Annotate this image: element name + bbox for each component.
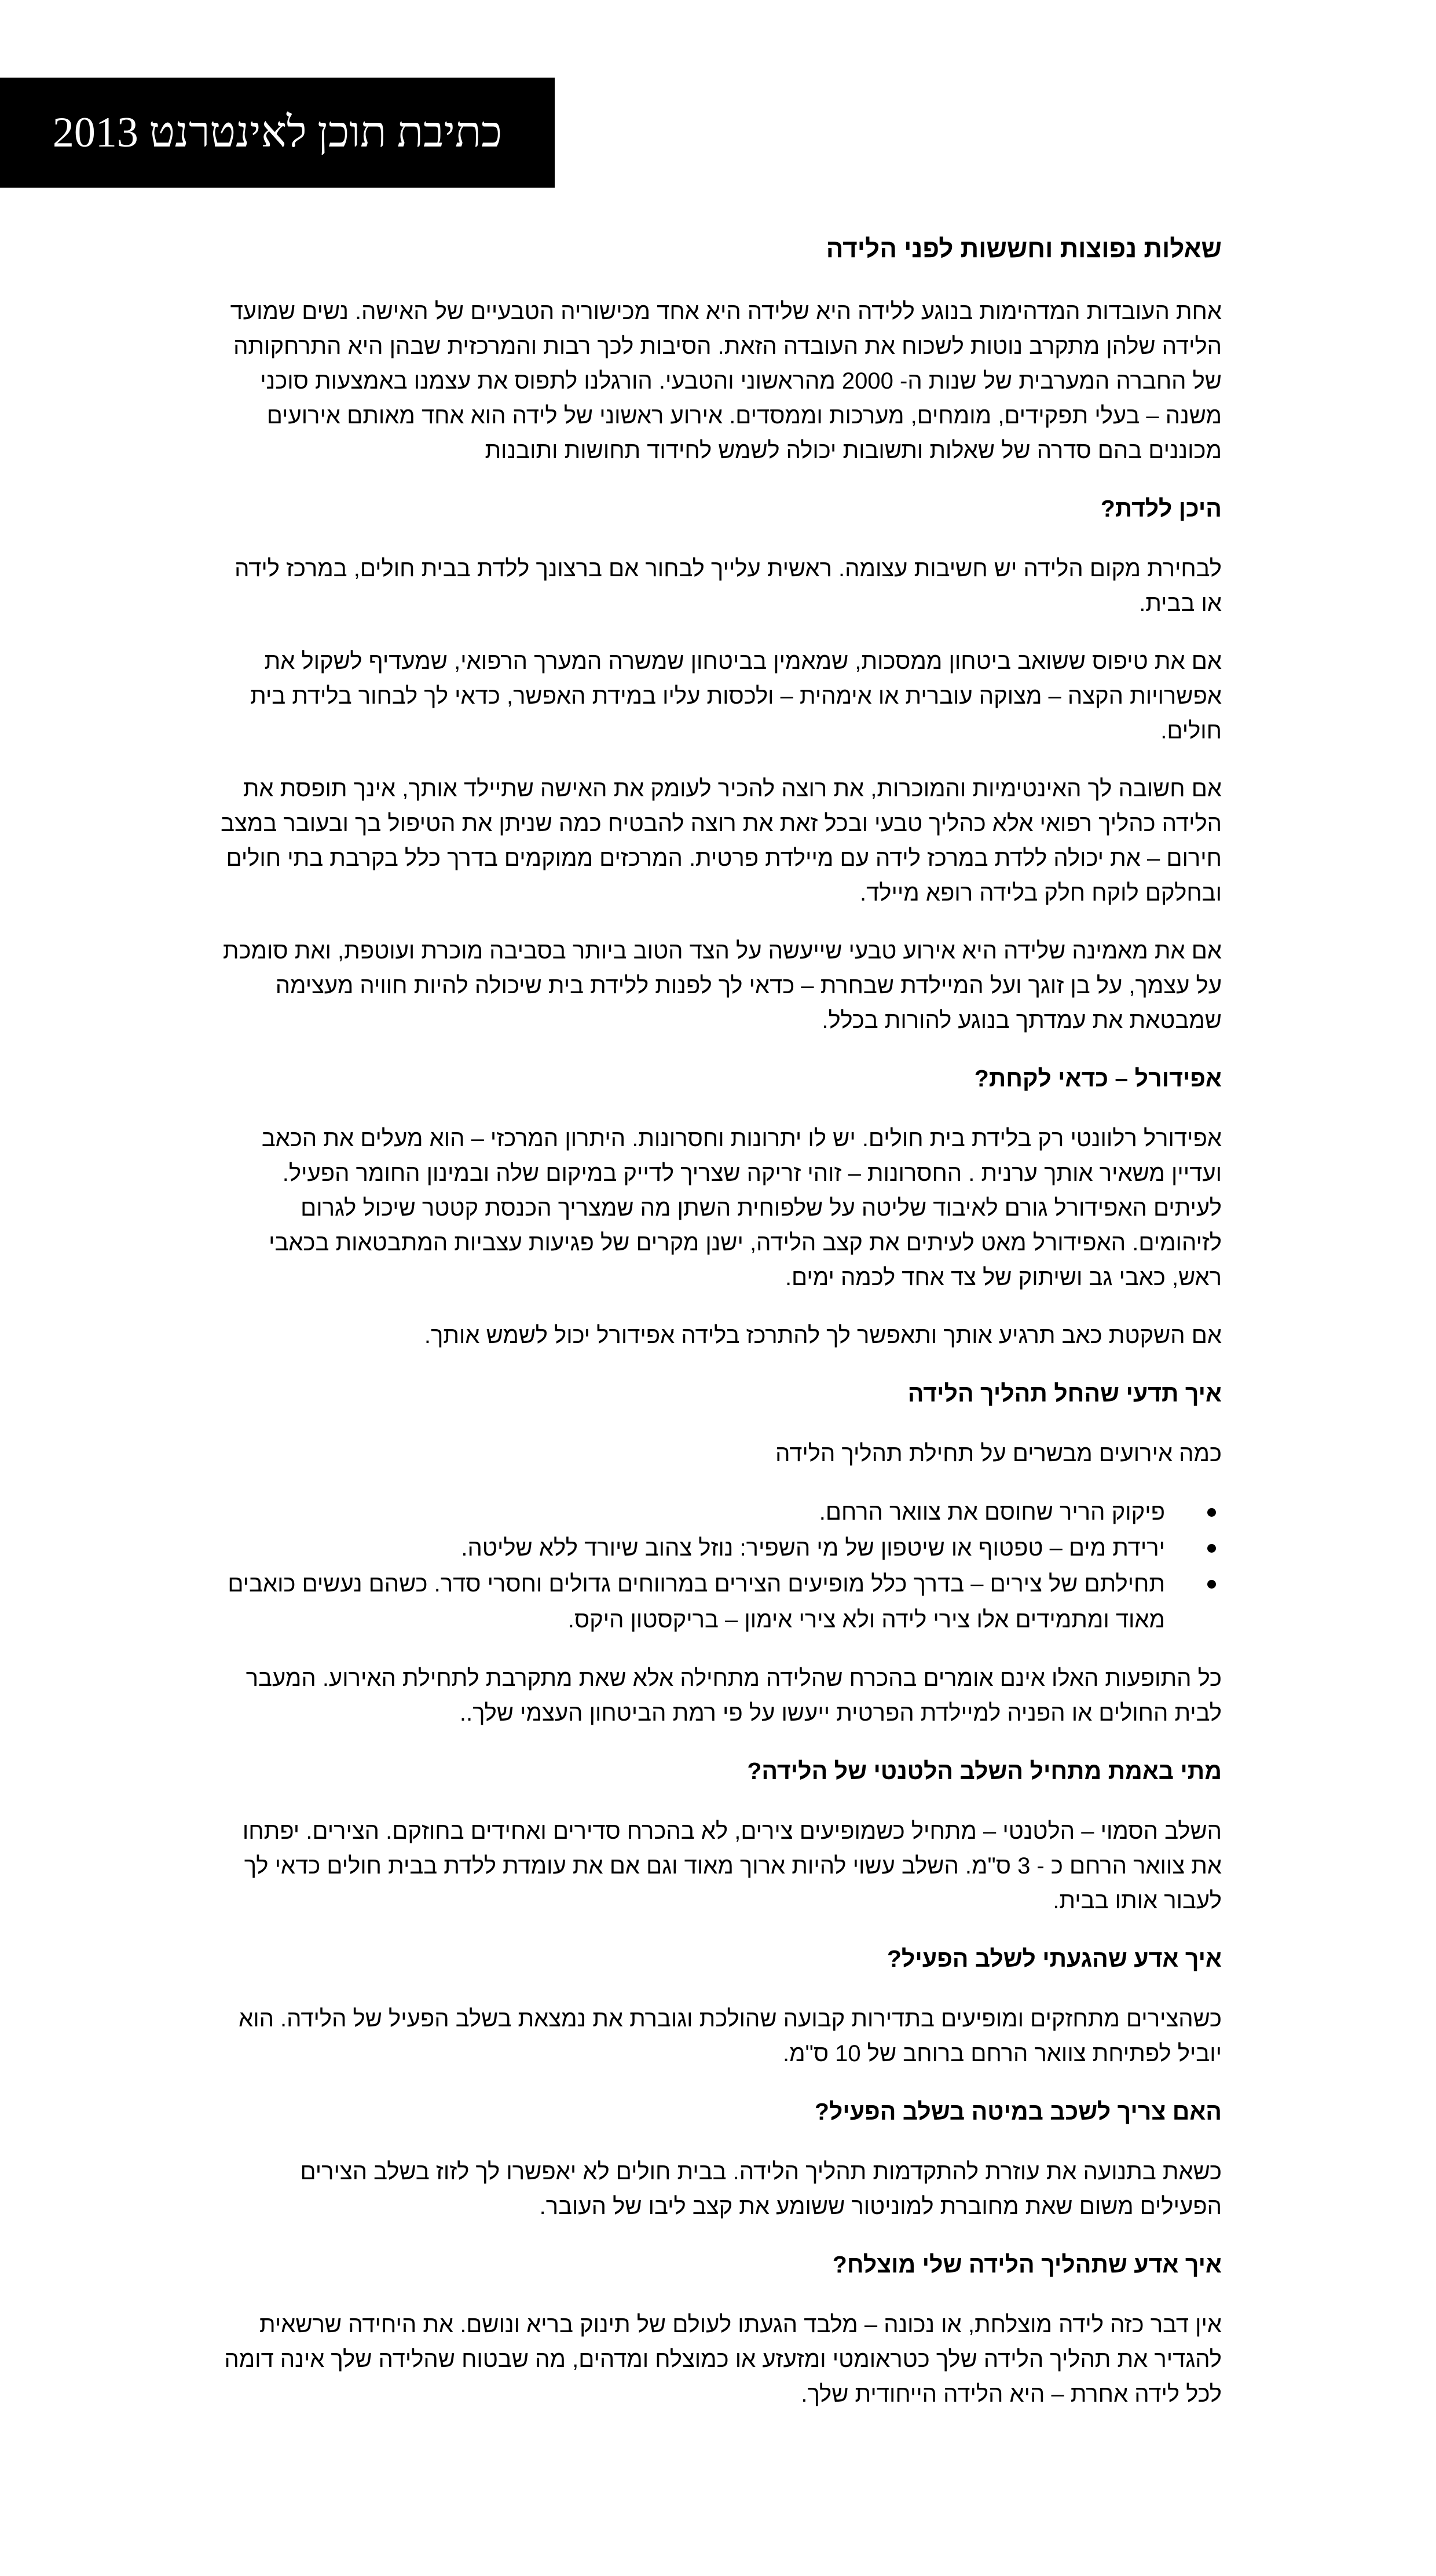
list-item-text: תחילתם של צירים – בדרך כלל מופיעים הצירים במרווחים גדולים וחסרי סדר. כשהם נעשים כואבים מאוד ומתמידים אלו צירי לידה ולא צירי אימון – בריקסטון היקס.	[228, 1571, 1165, 1633]
paragraph: כשהצירים מתחזקים ומופיעים בתדירות קבועה שהולכת וגוברת את נמצאת בשלב הפעיל של הלידה. הוא יוביל לפתיחת צוואר הרחם ברוחב של 10 ס"מ.	[239, 2006, 1222, 2066]
list-item	[215, 1566, 1222, 1638]
paragraph: כל התופעות האלו אינם אומרים בהכרח שהלידה מתחילה אלא שאת מתקרבת לתחילת האירוע. המעבר לבית החולים או הפניה למיילדת הפרטית ייעשו על פי רמת הביטחון העצמי שלך..	[246, 1666, 1222, 1726]
bullet-icon	[1207, 1508, 1216, 1517]
list-item	[215, 1494, 1222, 1530]
paragraph: אם את מאמינה שלידה היא אירוע טבעי שייעשה על הצד הטוב ביותר בסביבה מוכרת ועוטפת, ואת סומכת על עצמך, על בן זוגך ועל המיילדת שבחרת – כדאי לך לפנות ללידת בית שיכולה להיות חוויה מעצימה שמבטאת את עמדתך בנוגע להורות בכלל.	[222, 938, 1222, 1033]
list-item-text: פיקוק הריר שחוסם את צוואר הרחם.	[819, 1499, 1165, 1525]
section-heading-epidural: אפידורל – כדאי לקחת?	[974, 1065, 1222, 1092]
list-item-text: ירידת מים – טפטוף או שיטפון של מי השפיר: נוזל צהוב שיורד ללא שליטה.	[461, 1535, 1165, 1561]
section-heading-bed: האם צריך לשכב במיטה בשלב הפעיל?	[814, 2098, 1222, 2125]
section-heading-success: איך אדע שתהליך הלידה שלי מוצלח?	[832, 2251, 1222, 2278]
section-heading-active: איך אדע שהגעתי לשלב הפעיל?	[886, 1945, 1222, 1972]
bullet-list	[215, 1494, 1222, 1638]
list-item	[215, 1530, 1222, 1566]
paragraph: אם חשובה לך האינטימיות והמוכרות, את רוצה להכיר לעומק את האישה שתיילד אותך, אינך תופסת את הלידה כהליך רפואי אלא כהליך טבעי ובכל זאת את רוצה להבטיח כמה שניתן את הטיפול בך ובעובר במצב חירום – את יכולה ללדת במרכז לידה עם מיילדת פרטית. המרכזים ממוקמים בדרך כלל בקרבת בתי חולים ובחלקם לוקח חלק בלידה רופא מיילד.	[221, 776, 1222, 906]
intro-paragraph: אחת העובדות המדהימות בנוגע ללידה היא שלידה היא אחד מכישוריה הטבעיים של האישה. נשים שמועד הלידה שלהן מתקרב נוטות לשכוח את העובדה הזאת. הסיבות לכך רבות והמרכזית שבהן היא התרחקותה של החברה המערבית של שנות ה- 2000 מהראשוני והטבעי. הורגלנו לתפוס את עצמנו באמצעות סוכני משנה – בעלי תפקידים, מומחים, מערכות וממסדים. אירוע ראשוני של לידה הוא אחד מאותם אירועים מכוננים בהם סדרה של שאלות ותשובות יכולה לשמש לחידוד תחושות ותובנות	[230, 299, 1222, 463]
article	[215, 232, 1222, 2435]
bullet-icon	[1207, 1544, 1216, 1553]
paragraph: אם השקטת כאב תרגיע אותך ותאפשר לך להתרכז בלידה אפידורל יכול לשמש אותך.	[424, 1323, 1222, 1348]
paragraph: אין דבר כזה לידה מוצלחת, או נכונה – מלבד הגעתו לעולם של תינוק בריא ונושם. את היחידה שרשאית להגדיר את תהליך הלידה שלך כטראומטי ומזעזע או כמוצלח ומדהים, מה שבטוח שהלידה שלך אינה דומה לכל לידה אחרת – היא הלידה הייחודית שלך.	[224, 2312, 1222, 2407]
paragraph: אפידורל רלוונטי רק בלידת בית חולים. יש לו יתרונות וחסרונות. היתרון המרכזי – הוא מעלים את הכאב ועדיין משאיר אותך ערנית . החסרונות – זוהי זריקה שצריך לדייק במיקום שלה ובמינון החומר הפעיל. לעיתים האפידורל גורם לאיבוד שליטה על שלפוחית השתן מה שמצריך הכנסת קטטר שיכול לגרום לזיהומים. האפידורל מאט לעיתים את קצב הלידה, ישנן מקרים של פגיעות עצביות המתבטאות בכאבי ראש, כאבי גב ושיתוק של צד אחד לכמה ימים.	[261, 1126, 1222, 1290]
section-heading-where: היכן ללדת?	[1100, 495, 1222, 522]
bullet-icon	[1207, 1580, 1216, 1589]
paragraph: אם את טיפוס ששואב ביטחון ממסכות, שמאמין בביטחון שמשרה המערך הרפואי, שמעדיף לשקול את אפשרויות הקצה – מצוקה עוברית או אימהית – ולכסות עליו במידת האפשר, כדאי לך לבחור בלידת בית חולים.	[250, 649, 1222, 744]
section-heading-latent: מתי באמת מתחיל השלב הלטנטי של הלידה?	[747, 1758, 1222, 1784]
document-title: כתיבת תוכן לאינטרנט 2013	[52, 109, 503, 156]
section-heading-labor-start: איך תדעי שהחל תהליך הלידה	[907, 1380, 1222, 1407]
paragraph: השלב הסמוי – הלטנטי – מתחיל כשמופיעים צירים, לא בהכרח סדירים ואחידים בחוזקם. הצירים. יפתחו את צוואר הרחם כ - 3 ס"מ. השלב עשוי להיות ארוך מאוד וגם אם את עומדת ללדת בבית חולים כדאי לך לעבור אותו בבית.	[242, 1818, 1222, 1913]
paragraph: לבחירת מקום הלידה יש חשיבות עצומה. ראשית עלייך לבחור אם ברצונך ללדת בבית חולים, במרכז לידה או בבית.	[235, 556, 1222, 616]
paragraph: כשאת בתנועה את עוזרת להתקדמות תהליך הלידה. בבית חולים לא יאפשרו לך לזוז בשלב הצירים הפעילים משום שאת מחוברת למוניטור ששומע את קצב ליבו של העובר.	[300, 2159, 1222, 2219]
main-heading: שאלות נפוצות וחששות לפני הלידה	[826, 235, 1222, 263]
paragraph: כמה אירועים מבשרים על תחילת תהליך הלידה	[775, 1441, 1222, 1466]
header-banner	[0, 78, 555, 188]
